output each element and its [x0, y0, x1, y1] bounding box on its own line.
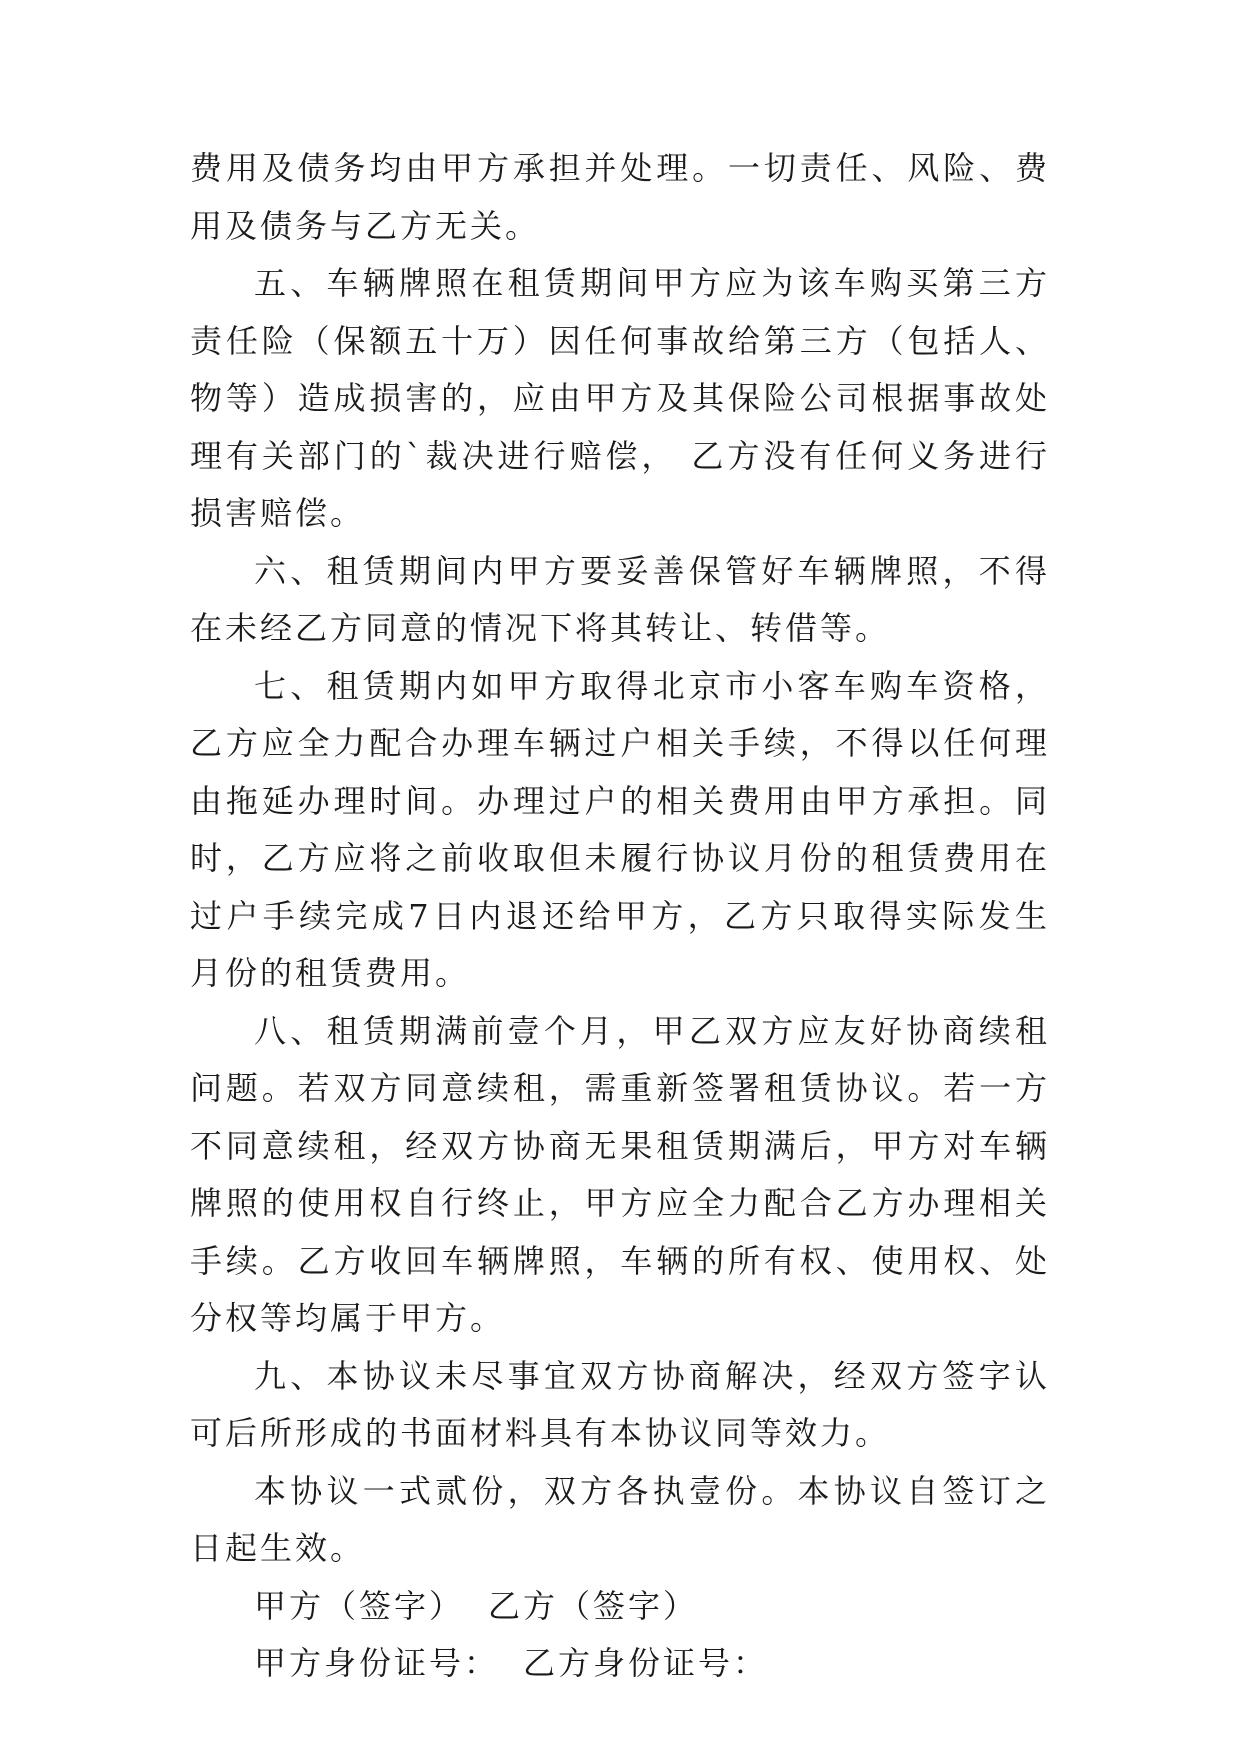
party-b-id-label: 乙方身份证号：: [523, 1644, 769, 1682]
paragraph-clause-5: 五、车辆牌照在租赁期间甲方应为该车购买第三方责任险（保额五十万）因任何事故给第三方（包括人、物等）造成损害的，应由甲方及其保险公司根据事故处理有关部门的`裁决进行赔偿， 乙方没有任何义务进行损害赔偿。: [190, 264, 1050, 532]
paragraph-clause-7: 七、租赁期内如甲方取得北京市小客车购车资格，乙方应全力配合办理车辆过户相关手续，不得以任何理由拖延办理时间。办理过户的相关费用由甲方承担。同时，乙方应将之前收取但未履行协议月份的租赁费用在过户手续完成7日内退还给甲方，乙方只取得实际发生月份的租赁费用。: [190, 666, 1050, 992]
paragraph-clause-6: 六、租赁期间内甲方要妥善保管好车辆牌照，不得在未经乙方同意的情况下将其转让、转借等。: [190, 551, 1050, 647]
party-a-id-label: 甲方身份证号：: [254, 1644, 500, 1682]
signature-line: [190, 1578, 1050, 1636]
document-page: [190, 140, 1050, 1693]
paragraph-clause-8: 八、租赁期满前壹个月，甲乙双方应友好协商续租问题。若双方同意续租，需重新签署租赁协议。若一方不同意续租，经双方协商无果租赁期满后，甲方对车辆牌照的使用权自行终止，甲方应全力配合乙方办理相关手续。乙方收回车辆牌照，车辆的所有权、使用权、处分权等均属于甲方。: [190, 1011, 1050, 1337]
party-b-signature-label: 乙方（签字）: [488, 1586, 699, 1625]
paragraph-continuation: 费用及债务均由甲方承担并处理。一切责任、风险、费用及债务与乙方无关。: [190, 149, 1050, 245]
party-a-signature-label: 甲方（签字）: [254, 1586, 465, 1625]
id-number-line: [190, 1635, 1050, 1693]
paragraph-clause-9: 九、本协议未尽事宜双方协商解决，经双方签字认可后所形成的书面材料具有本协议同等效力。: [190, 1356, 1050, 1452]
paragraph-copies: 本协议一式贰份，双方各执壹份。本协议自签订之日起生效。: [190, 1471, 1050, 1567]
